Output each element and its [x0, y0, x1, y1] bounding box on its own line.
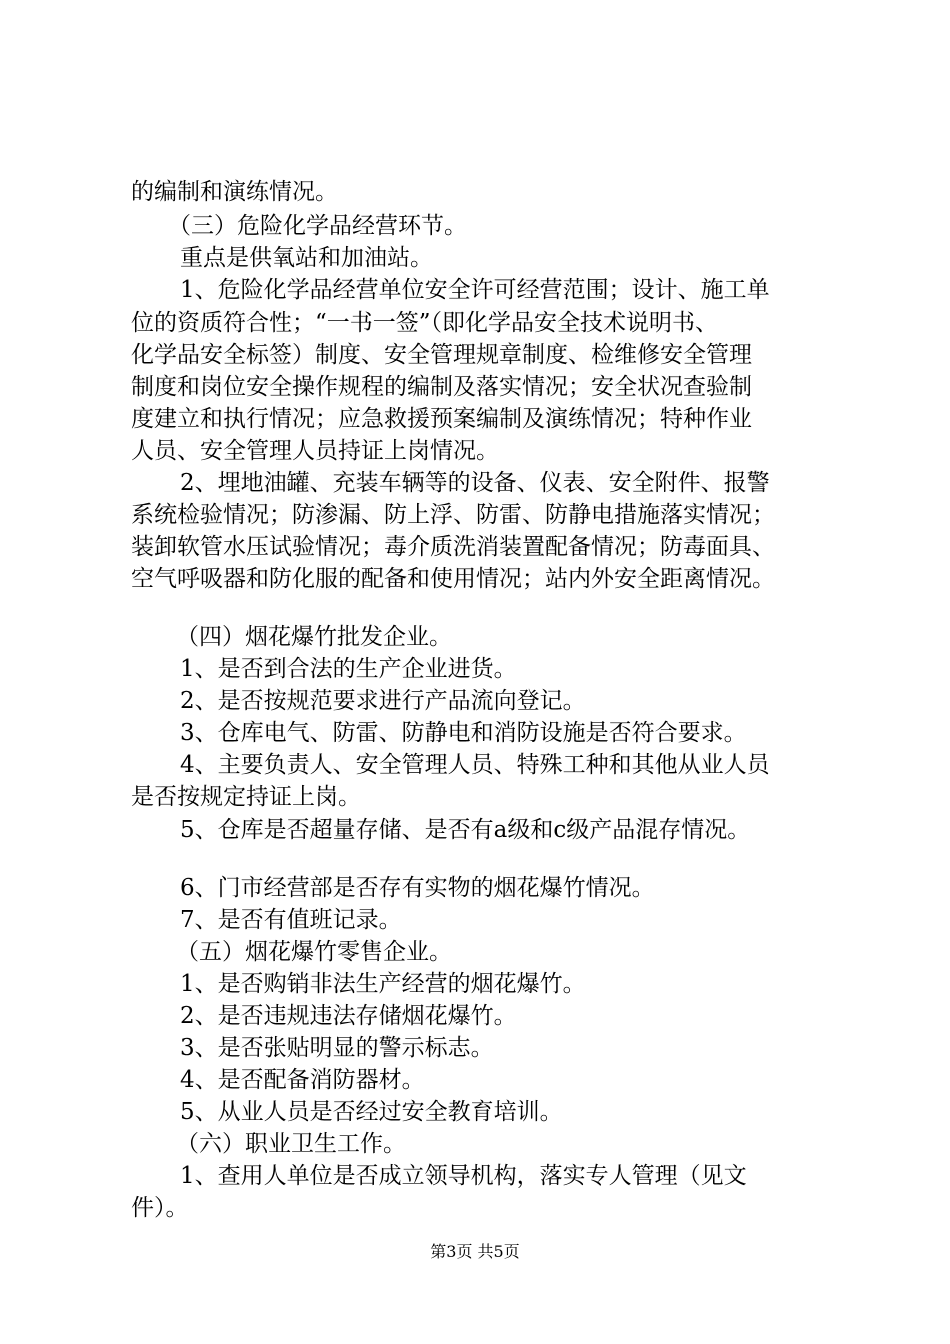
- text-line: 3、是否张贴明显的警示标志。: [180, 1035, 494, 1061]
- text-line: 1、危险化学品经营单位安全许可经营范围；设计、施工单: [180, 277, 770, 303]
- text-line: 度建立和执行情况；应急救援预案编制及演练情况；特种作业: [131, 406, 752, 432]
- text-line: 5、仓库是否超量存储、是否有a级和c级产品混存情况。: [180, 817, 751, 843]
- text-line: 位的资质符合性；“一书一签”（即化学品安全技术说明书、: [131, 310, 719, 336]
- text-line: 1、是否购销非法生产经营的烟花爆竹。: [180, 971, 586, 997]
- text-line: 制度和岗位安全操作规程的编制及落实情况；安全状况查验制: [131, 374, 752, 400]
- text-line: 2、埋地油罐、充装车辆等的设备、仪表、安全附件、报警: [180, 470, 770, 496]
- text-line: 人员、安全管理人员持证上岗情况。: [131, 438, 499, 464]
- text-line: 1、查用人单位是否成立领导机构，落实专人管理（见文: [180, 1163, 747, 1189]
- text-line: 是否按规定持证上岗。: [131, 784, 361, 810]
- text-line: 6、门市经营部是否存有实物的烟花爆竹情况。: [180, 875, 655, 901]
- text-line: 1、是否到合法的生产企业进货。: [180, 656, 517, 682]
- text-line: 2、是否违规违法存储烟花爆竹。: [180, 1003, 517, 1029]
- text-line: 空气呼吸器和防化服的配备和使用情况；站内外安全距离情况。: [131, 566, 775, 592]
- text-line: 7、是否有值班记录。: [180, 907, 402, 933]
- page-footer: 第3页 共5页: [430, 1242, 520, 1261]
- section-heading: （六）职业卫生工作。: [176, 1131, 406, 1157]
- text-line: 3、仓库电气、防雷、防静电和消防设施是否符合要求。: [180, 720, 747, 746]
- text-line: 的编制和演练情况。: [131, 179, 338, 205]
- text-line: 化学品安全标签）制度、安全管理规章制度、检维修安全管理: [131, 342, 752, 368]
- text-line: 5、从业人员是否经过安全教育培训。: [180, 1099, 563, 1125]
- text-line: 重点是供氧站和加油站。: [180, 245, 433, 271]
- text-line: 4、主要负责人、安全管理人员、特殊工种和其他从业人员: [180, 752, 770, 778]
- text-line: 系统检验情况；防渗漏、防上浮、防雷、防静电措施落实情况；: [131, 502, 775, 528]
- text-line: 件）。: [131, 1195, 189, 1221]
- text-line: 4、是否配备消防器材。: [180, 1067, 425, 1093]
- text-line: 2、是否按规范要求进行产品流向登记。: [180, 688, 586, 714]
- section-heading: （四）烟花爆竹批发企业。: [176, 624, 452, 650]
- section-heading: （五）烟花爆竹零售企业。: [176, 939, 452, 965]
- section-heading: （三）危险化学品经营环节。: [168, 213, 467, 239]
- text-line: 装卸软管水压试验情况；毒介质洗消装置配备情况；防毒面具、: [131, 534, 775, 560]
